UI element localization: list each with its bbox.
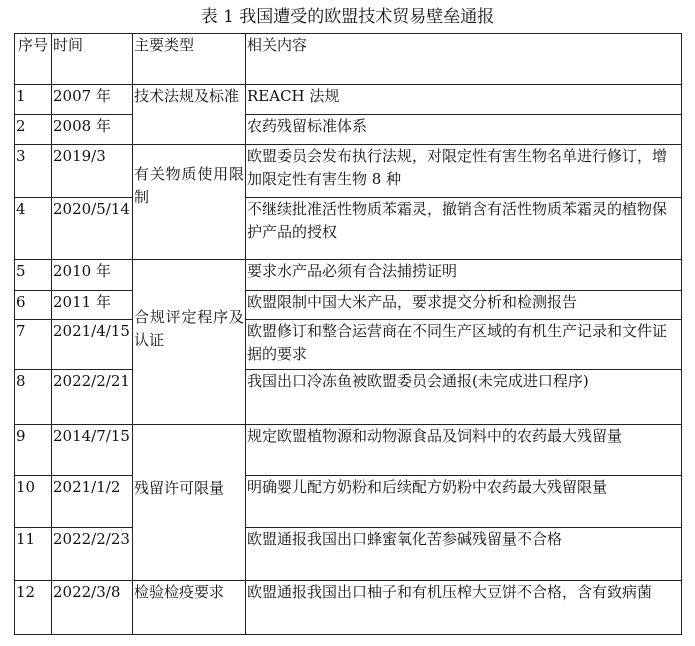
row-time: 2010 年	[52, 260, 133, 291]
table-row	[15, 145, 682, 198]
row-time: 2011 年	[52, 291, 133, 320]
type-cell	[133, 85, 246, 145]
row-num: 3	[15, 145, 52, 198]
row-time: 2020/5/14	[52, 198, 133, 260]
type-label: 有关物质使用限制	[134, 165, 244, 206]
row-num: 6	[15, 291, 52, 320]
type-label: 合规评定程序及认证	[134, 308, 244, 349]
row-time: 2021/4/15	[52, 320, 133, 370]
row-time: 2008 年	[52, 115, 133, 145]
row-content: 不继续批准活性物质苯霜灵，撤销含有活性物质苯霜灵的植物保护产品的授权	[246, 198, 682, 260]
row-content: 规定欧盟植物源和动物源食品及饲料中的农药最大残留量	[246, 425, 682, 476]
row-time: 2022/3/8	[52, 581, 133, 635]
row-num: 4	[15, 198, 52, 260]
row-content: 欧盟修订和整合运营商在不同生产区域的有机生产记录和文件证据的要求	[246, 320, 682, 370]
row-num: 11	[15, 528, 52, 581]
row-content: 欧盟通报我国出口蜂蜜氧化苦参碱残留量不合格	[246, 528, 682, 581]
table-row	[15, 85, 682, 115]
type-label: 检验检疫要求	[134, 583, 225, 601]
row-content: 欧盟委员会发布执行法规，对限定性有害生物名单进行修订，增加限定性有害生物 8 种	[246, 145, 682, 198]
type-label: 残留许可限量	[134, 479, 225, 497]
row-time: 2021/1/2	[52, 476, 133, 528]
table-row	[15, 370, 682, 425]
table-row	[15, 581, 682, 635]
row-content: 农药残留标准体系	[246, 115, 682, 145]
row-content: 欧盟通报我国出口柚子和有机压榨大豆饼不合格，含有致病菌	[246, 581, 682, 635]
row-content: 要求水产品必须有合法捕捞证明	[246, 260, 682, 291]
type-cell	[133, 425, 246, 581]
table-row	[15, 198, 682, 260]
row-content: 明确婴儿配方奶粉和后续配方奶粉中农药最大残留限量	[246, 476, 682, 528]
table-row	[15, 115, 682, 145]
row-time: 2022/2/23	[52, 528, 133, 581]
row-num: 7	[15, 320, 52, 370]
table-row	[15, 260, 682, 291]
type-label: 技术法规及标准	[134, 87, 240, 105]
row-time: 2007 年	[52, 85, 133, 115]
row-num: 8	[15, 370, 52, 425]
row-num: 12	[15, 581, 52, 635]
row-num: 2	[15, 115, 52, 145]
row-content: 我国出口冷冻鱼被欧盟委员会通报(未完成进口程序)	[246, 370, 682, 425]
row-time: 2019/3	[52, 145, 133, 198]
header-type: 主要类型	[133, 34, 246, 85]
table-row	[15, 425, 682, 476]
type-cell	[133, 145, 246, 260]
type-cell	[133, 581, 246, 635]
header-num: 序号	[15, 34, 52, 85]
type-cell	[133, 260, 246, 425]
table-header-row	[15, 34, 682, 85]
barrier-table	[14, 33, 682, 635]
header-content: 相关内容	[246, 34, 682, 85]
row-num: 1	[15, 85, 52, 115]
table-row	[15, 320, 682, 370]
row-num: 9	[15, 425, 52, 476]
row-content: REACH 法规	[246, 85, 682, 115]
table-row	[15, 476, 682, 528]
row-num: 5	[15, 260, 52, 291]
header-time: 时间	[52, 34, 133, 85]
table-row	[15, 528, 682, 581]
table-row	[15, 291, 682, 320]
row-content: 欧盟限制中国大米产品，要求提交分析和检测报告	[246, 291, 682, 320]
table-caption: 表 1 我国遭受的欧盟技术贸易壁垒通报	[200, 7, 495, 27]
row-num: 10	[15, 476, 52, 528]
row-time: 2014/7/15	[52, 425, 133, 476]
row-time: 2022/2/21	[52, 370, 133, 425]
